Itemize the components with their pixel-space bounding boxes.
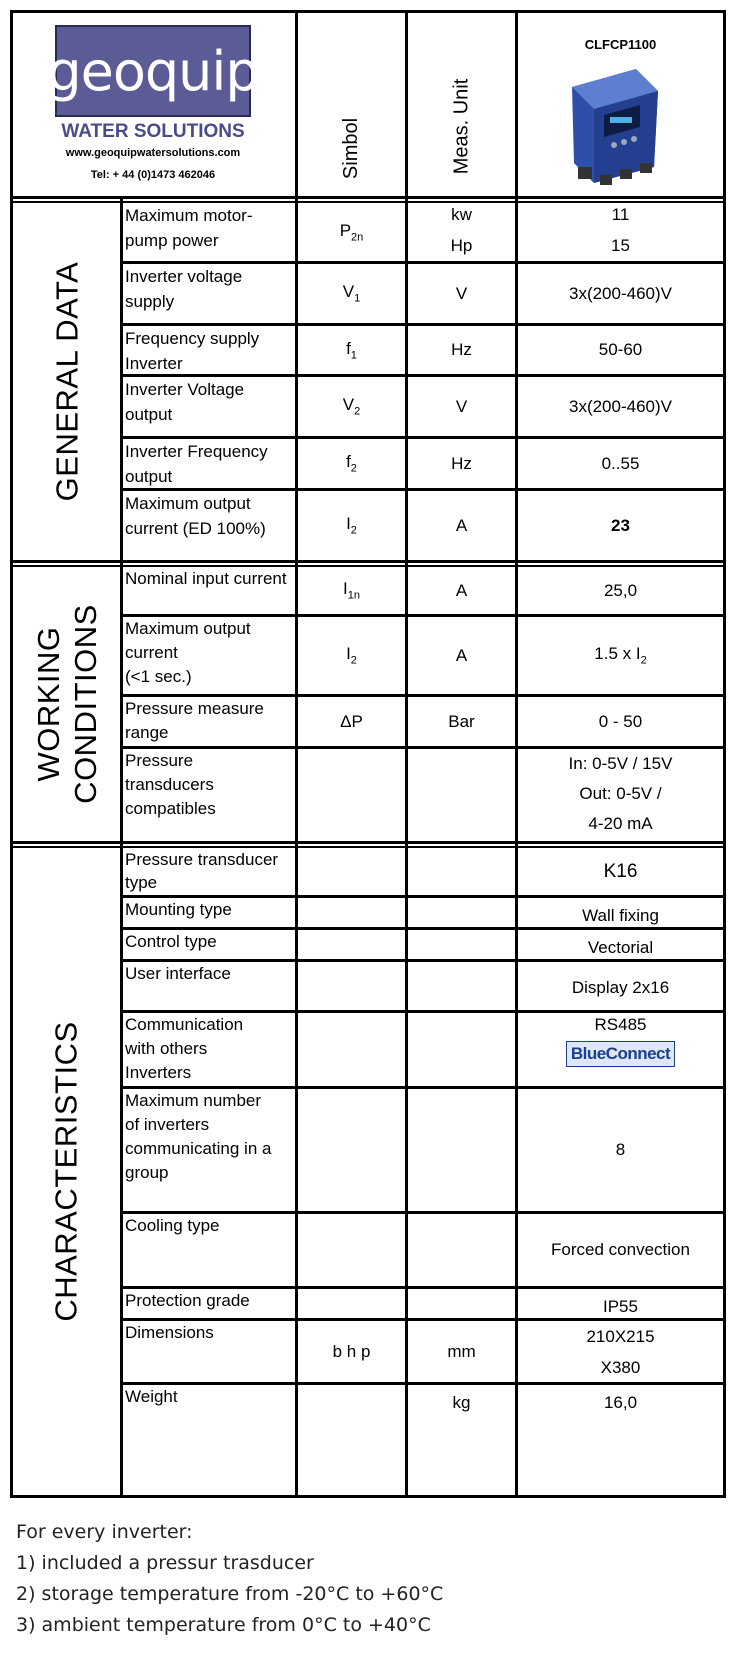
row-freq-supply-symbol [298,326,405,374]
footer-notes [16,1517,443,1641]
label-text: Frequency supply Inverter [125,329,260,373]
row-motor-power-label [123,203,295,261]
row-freq-output-symbol [298,439,405,488]
header-symbol-label: Simbol [339,117,362,180]
row-freq-output-label [123,439,295,488]
row-max-current-short-symbol [298,617,405,694]
row-voltage-supply-value: 3x(200-460)V [568,283,672,303]
label-line3: (<1 sec.) [125,667,192,686]
value-kw: 11 [611,205,630,224]
row-max-inverters-value: 8 [615,1140,626,1159]
row-max-current-unit: A [455,515,468,535]
row-freq-output-unit: Hz [451,453,472,473]
value-line2: Out: 0-5V / [579,784,662,803]
website: www.geoquipwatersolutions.com [65,147,241,159]
label-line3: communicating in a [125,1139,272,1158]
row-pressure-range-symbol: ΔP [340,711,363,731]
label-line1: Pressure [125,751,194,770]
row-dimensions-value [518,1321,723,1382]
symbol: f [346,452,351,472]
symbol-sub: 1 [350,349,357,362]
symbol: P [339,220,352,240]
symbol: V [342,395,355,415]
row-max-current-label [123,491,295,560]
row-motor-power-symbol [298,203,405,261]
label-line3: Inverters [125,1063,192,1082]
symbol: I [346,644,351,664]
label-text: Inverter voltage supply [125,267,243,311]
section-characteristics [13,848,120,1495]
label-text: Maximum output current (ED 100%) [125,494,266,538]
row-control-value: Vectorial [587,937,654,957]
label-text: Protection grade [125,1291,250,1310]
label-line2: with others [125,1039,208,1058]
row-transducers-label [123,749,295,841]
header-unit-label: Meas. Unit [450,78,472,175]
label-text: User interface [125,964,231,983]
label-text [125,749,291,821]
symbol-sub: 1n [347,589,360,602]
row-freq-output-value: 0..55 [601,453,640,473]
row-protection-value: IP55 [603,1296,638,1316]
unit-hp: Hp [450,236,473,255]
symbol-sub: 1 [354,292,361,305]
row-nominal-input-value: 25,0 [603,580,638,600]
header-unit [408,13,515,196]
label-line2: of inverters [125,1115,210,1134]
row-max-current-short-value [518,617,723,694]
row-transducer-type-label [123,848,295,895]
section-working-title [30,604,104,804]
row-voltage-supply-symbol [298,264,405,323]
row-weight-label [123,1385,295,1415]
row-motor-power-value [518,203,723,261]
row-freq-supply-unit: Hz [451,340,472,359]
footer-note-2: 2) storage temperature from -20°C to +60°C [16,1583,444,1605]
value-hp: 15 [611,236,630,255]
label-text: Inverter Voltage output [125,380,245,424]
section-working-line1: WORKING [30,626,66,782]
row-voltage-supply-unit: V [455,283,468,303]
symbol-sub: 2 [354,405,361,418]
row-control-label [123,930,295,959]
symbol-sub: 2 [350,524,357,537]
row-pressure-range-label [123,697,295,746]
section-working-line2: CONDITIONS [67,604,103,804]
row-freq-supply-label [123,326,295,374]
label-text [125,1013,291,1085]
label-line1: Maximum output [125,619,251,638]
row-nominal-input-symbol [298,567,405,614]
row-dimensions-label [123,1321,295,1382]
inverter-photo [558,65,668,187]
row-nominal-input-label [123,567,295,614]
label-line4: group [125,1163,169,1182]
label-line3: compatibles [125,799,216,818]
footer-intro: For every inverter: [16,1521,193,1543]
section-general-data [13,203,120,560]
label-text [125,1089,291,1185]
row-transducer-type-value: K16 [603,860,638,882]
row-communication-value [518,1013,723,1086]
row-mounting-value: Wall fixing [582,905,659,925]
symbol: V [342,282,355,302]
symbol-sub: 2 [350,654,357,667]
label-line2: current [125,643,178,662]
row-motor-power-unit [408,203,515,261]
logo-text: geoquip [47,39,259,103]
label-text: Maximum motor-pump power [125,206,253,250]
row-voltage-output-symbol [298,377,405,436]
footer-note-1: 1) included a pressur trasducer [16,1552,314,1574]
section-characteristics-title: CHARACTERISTICS [49,1021,84,1322]
label-line1: Communication [125,1015,244,1034]
row-cooling-label [123,1214,295,1286]
row-max-current-short-label [123,617,295,694]
symbol-sub: 2 [350,462,357,475]
label-text: Inverter Frequency output [125,442,268,486]
header-model [518,13,723,196]
phone: Tel: + 44 (0)1473 462046 [90,169,216,181]
row-interface-value: Display 2x16 [571,978,670,997]
row-pressure-range-unit: Bar [448,711,475,731]
section-working-conditions [13,567,120,841]
symbol: I [346,514,351,534]
row-max-inverters-label [123,1089,295,1211]
value-line1: In: 0-5V / 15V [568,754,673,773]
label-text: Cooling type [125,1216,220,1235]
model-name: CLFCP1100 [584,37,657,52]
blueconnect-logo: BlueConnect [566,1041,675,1067]
label-text: Weight [125,1387,178,1406]
value-line1: 210X215 [586,1327,655,1346]
row-max-current-value: 23 [611,515,630,535]
unit-kw: kw [451,205,472,224]
label-text: Mounting type [125,900,232,919]
label-text: Pressure measure range [125,699,264,742]
row-max-current-short-unit: A [455,645,468,665]
row-communication-label [123,1013,295,1086]
row-protection-label [123,1289,295,1318]
footer-note-3: 3) ambient temperature from 0°C to +40°C [16,1614,431,1636]
row-transducers-value [518,749,723,841]
row-freq-supply-value: 50-60 [598,340,643,359]
row-dimensions-symbol: b h p [332,1341,371,1361]
value: RS485 [594,1015,647,1034]
label-text: Dimensions [125,1323,214,1342]
row-interface-label [123,962,295,1010]
row-weight-value: 16,0 [603,1393,638,1412]
value: 1.5 x I [594,644,641,664]
section-general-title: GENERAL DATA [49,261,85,502]
value-sub: 2 [640,654,647,667]
row-voltage-output-value: 3x(200-460)V [568,396,672,416]
logo-tagline: WATER SOLUTIONS [61,121,245,142]
row-voltage-output-label [123,377,295,436]
row-pressure-range-value: 0 - 50 [598,711,643,731]
header-symbol [298,13,405,196]
symbol: f [346,338,351,358]
label-text: Nominal input current [125,569,287,588]
row-voltage-output-unit: V [455,396,468,416]
row-max-current-symbol [298,491,405,560]
logo-mark [47,25,259,117]
row-voltage-supply-label [123,264,295,323]
row-cooling-value: Forced convection [551,1240,690,1259]
row-dimensions-unit: mm [447,1341,476,1361]
spec-table [10,10,726,1498]
label-line2: transducers [125,775,214,794]
value-line3: 4-20 mA [588,814,653,833]
label-text: Control type [125,932,217,951]
symbol-sub: 2n [351,231,364,244]
label-text [125,617,291,689]
label-text: Pressure transducer type [125,850,279,892]
symbol: I [343,579,348,599]
row-mounting-label [123,898,295,927]
value-line2: X380 [600,1358,641,1377]
label-line1: Maximum number [125,1091,262,1110]
row-weight-unit: kg [452,1393,471,1412]
row-nominal-input-unit: A [455,580,468,600]
